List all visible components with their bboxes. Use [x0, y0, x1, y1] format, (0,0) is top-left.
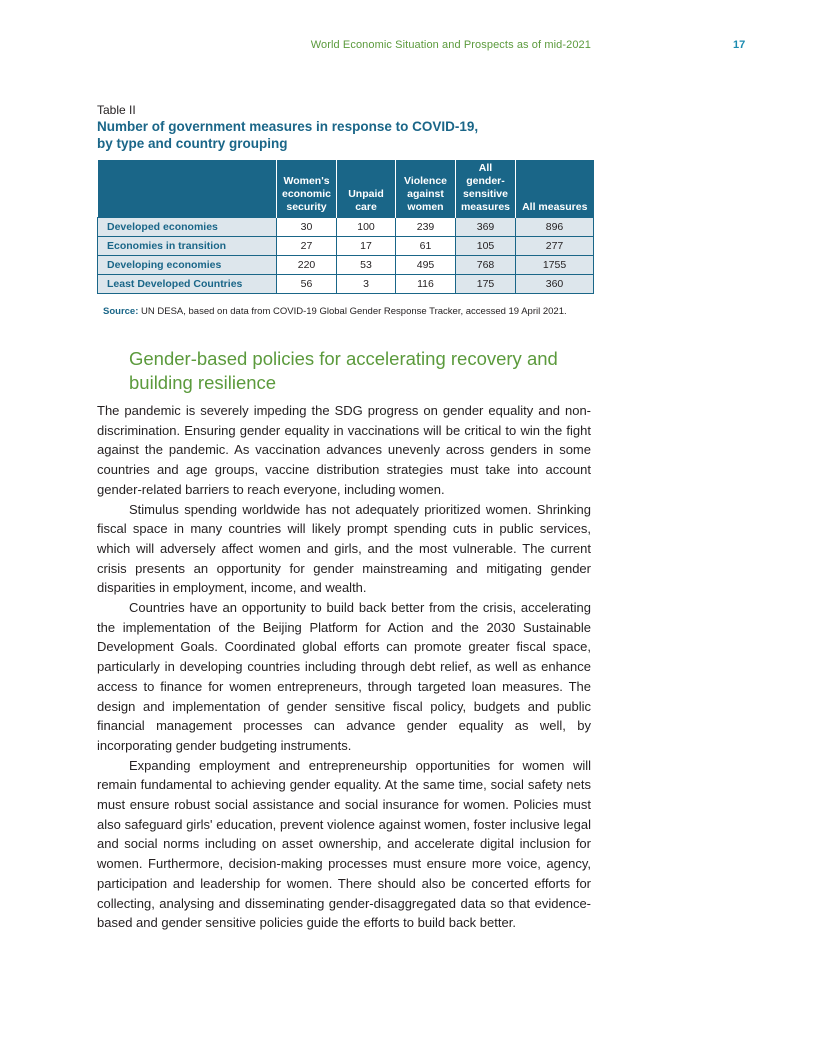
table-cell: 896	[516, 218, 594, 237]
paragraph: The pandemic is severely impeding the SDG progress on gender equality and non-discrimination. Ensuring gender equality in vaccinations will be critical to win the fight against the pandemic. As vaccination advances unevenly across genders in some countries and age groups, vaccine distribution strategies must take into account gender-related barriers to reach everyone, including women.	[97, 403, 591, 497]
paragraph: Expanding employment and entrepreneurship opportunities for women will remain fundamental to achieving gender equality. At the same time, social safety nets must ensure robust social assistance and social insurance for women. Policies must also safeguard girls' education, prevent violence against women, foster inclusive legal and social norms including on asset ownership, and accelerate digital inclusion for women. Furthermore, decision-making processes must ensure more voice, agency, participation and leadership for women. There should also be concerted efforts for collecting, analysing and disseminating gender-disaggregated data so that evidence-based and gender sensitive policies guide the efforts to build back better.	[97, 757, 591, 931]
table-row	[98, 256, 594, 275]
table-cell: 495	[396, 256, 456, 275]
table-header-row	[98, 160, 594, 218]
table-caption	[97, 103, 594, 152]
table-source-note	[103, 306, 567, 317]
row-header: Developing economies	[98, 256, 277, 275]
body-text	[97, 401, 591, 933]
row-header: Developed economies	[98, 218, 277, 237]
paragraph: Countries have an opportunity to build back better from the crisis, accelerating the implementation of the Beijing Platform for Action and the 2030 Sustainable Development Goals. Coordinated global efforts can promote greater fiscal space, particularly in developing countries including through debt relief, as well as enhance access to finance for women entrepreneurs, through targeted loan measures. The design and implementation of gender sensitive fiscal policy, budgets and public financial management processes can advance gender equality as well, by incorporating gender budgeting instruments.	[97, 600, 591, 753]
table-cell: 1755	[516, 256, 594, 275]
paragraph: Stimulus spending worldwide has not adequately prioritized women. Shrinking fiscal space in many countries will likely prompt spending cuts in public services, which will adversely affect women and girls, and the most vulnerable. The current crisis presents an opportunity for gender mainstreaming and mitigating gender disparities in employment, income, and wealth.	[97, 501, 591, 596]
table-cell: 277	[516, 237, 594, 256]
table-cell: 105	[456, 237, 516, 256]
table-row	[98, 218, 594, 237]
header-corner	[98, 160, 277, 218]
table-cell: 360	[516, 275, 594, 294]
table-row	[98, 237, 594, 256]
table-cell: 27	[277, 237, 337, 256]
row-header: Economies in transition	[98, 237, 277, 256]
covid-measures-table	[97, 160, 594, 294]
table-cell: 3	[337, 275, 396, 294]
col-header-unpaid-care: Unpaid care	[337, 160, 396, 218]
table-label: Table II	[97, 103, 136, 117]
table-title-line-1: Number of government measures in response to COVID-19,	[97, 119, 479, 134]
section-heading: Gender-based policies for accelerating recovery and building resilience	[129, 348, 558, 393]
table-cell: 239	[396, 218, 456, 237]
table-row	[98, 275, 594, 294]
table-cell: 61	[396, 237, 456, 256]
table-cell: 116	[396, 275, 456, 294]
table-cell: 369	[456, 218, 516, 237]
table-cell: 53	[337, 256, 396, 275]
table-cell: 768	[456, 256, 516, 275]
running-title: World Economic Situation and Prospects as of mid-2021	[310, 39, 591, 51]
col-header-all-measures: All measures	[516, 160, 594, 218]
col-header-womens-economic-security: Women's economic security	[277, 160, 337, 218]
col-header-all-gender-sensitive-measures: All gender- sensitive measures	[456, 160, 516, 218]
table-cell: 30	[277, 218, 337, 237]
col-header-violence-against-women: Violence against women	[396, 160, 456, 218]
table-cell: 17	[337, 237, 396, 256]
table-title-line-2: by type and country grouping	[97, 136, 288, 151]
source-text: UN DESA, based on data from COVID-19 Global Gender Response Tracker, accessed 19 April 2021.	[138, 306, 567, 317]
table-cell: 56	[277, 275, 337, 294]
source-label: Source:	[103, 306, 139, 317]
page-number: 17	[733, 39, 746, 51]
row-header: Least Developed Countries	[98, 275, 277, 294]
table-cell: 100	[337, 218, 396, 237]
table-cell: 175	[456, 275, 516, 294]
table-cell: 220	[277, 256, 337, 275]
running-header	[0, 39, 816, 55]
